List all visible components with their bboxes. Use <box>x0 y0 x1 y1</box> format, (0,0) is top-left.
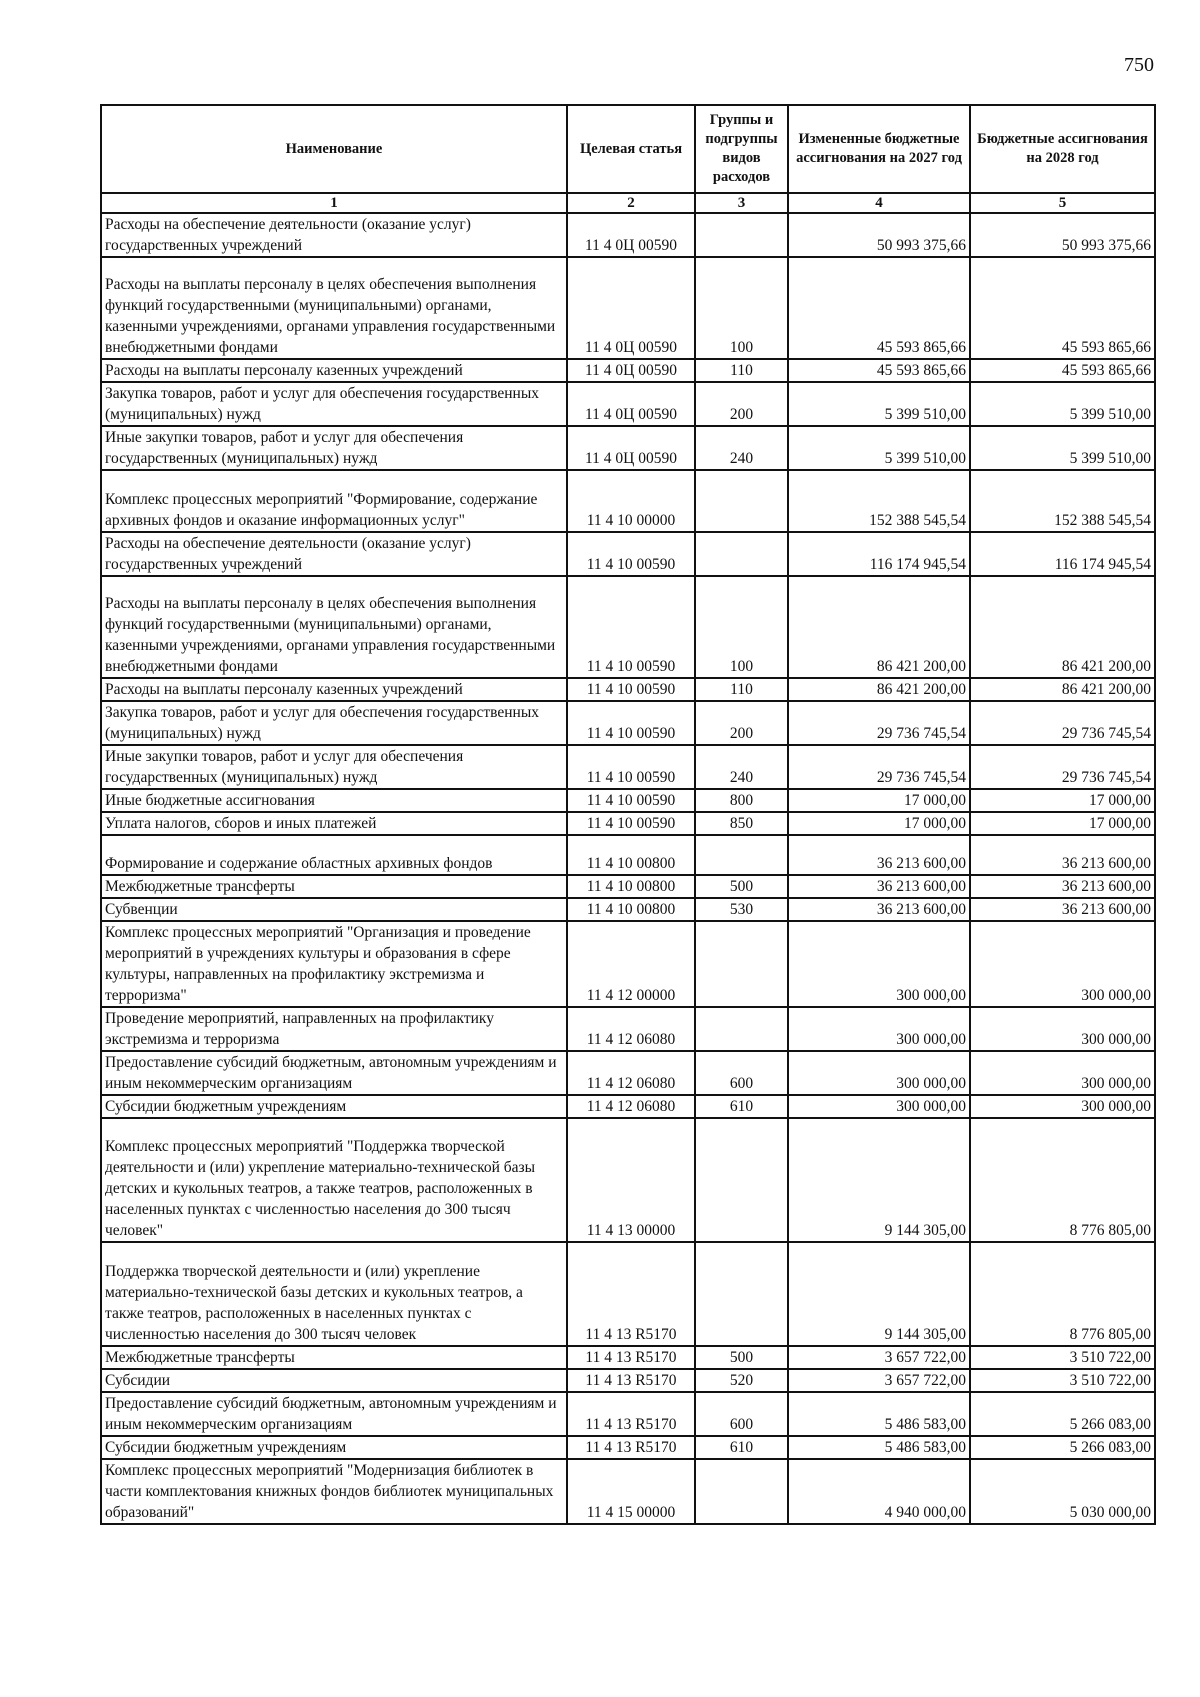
row-name: Предоставление субсидий бюджетным, автономным учреждениям и иным некоммерческим организациям <box>101 1392 567 1436</box>
table-row <box>101 213 1155 257</box>
row-name: Расходы на выплаты персоналу в целях обеспечения выполнения функций государственными (муниципальными) органами, казенными учреждениями, органами управления государственными внебюджетными фондами <box>101 257 567 359</box>
row-expense-group: 850 <box>695 812 788 835</box>
row-name: Комплекс процессных мероприятий "Модернизация библиотек в части комплектования книжных фондов библиотек муниципальных образований" <box>101 1459 567 1524</box>
row-target-code: 11 4 12 06080 <box>567 1007 695 1051</box>
row-target-code: 11 4 12 06080 <box>567 1051 695 1095</box>
row-target-code: 11 4 12 06080 <box>567 1095 695 1118</box>
table-row <box>101 1369 1155 1392</box>
row-target-code: 11 4 0Ц 00590 <box>567 213 695 257</box>
row-amount-2028: 50 993 375,66 <box>970 213 1155 257</box>
row-amount-2028: 45 593 865,66 <box>970 359 1155 382</box>
row-expense-group: 110 <box>695 359 788 382</box>
row-amount-2028: 5 266 083,00 <box>970 1436 1155 1459</box>
row-amount-2027: 116 174 945,54 <box>788 532 970 576</box>
row-name: Комплекс процессных мероприятий "Организация и проведение мероприятий в учреждениях культуры и образования в сфере культуры, направленных на профилактику экстремизма и терроризма" <box>101 921 567 1007</box>
row-amount-2028: 5 266 083,00 <box>970 1392 1155 1436</box>
column-number: 3 <box>695 193 788 213</box>
row-target-code: 11 4 10 00590 <box>567 532 695 576</box>
row-target-code: 11 4 10 00590 <box>567 576 695 678</box>
table-row <box>101 1346 1155 1369</box>
row-expense-group: 100 <box>695 576 788 678</box>
table-row <box>101 1051 1155 1095</box>
row-target-code: 11 4 15 00000 <box>567 1459 695 1524</box>
row-amount-2027: 86 421 200,00 <box>788 576 970 678</box>
table-row <box>101 835 1155 875</box>
table-row <box>101 789 1155 812</box>
header-2028: Бюджетные ассигнования на 2028 год <box>970 105 1155 193</box>
row-amount-2027: 5 486 583,00 <box>788 1436 970 1459</box>
row-amount-2028: 5 399 510,00 <box>970 426 1155 470</box>
row-expense-group: 610 <box>695 1436 788 1459</box>
row-expense-group: 600 <box>695 1392 788 1436</box>
row-expense-group: 200 <box>695 701 788 745</box>
row-name: Поддержка творческой деятельности и (или) укрепление материально-технической базы детских и кукольных театров, а также театров, расположенных в населенных пунктах с численностью населения до 300 тысяч человек <box>101 1242 567 1346</box>
row-expense-group: 520 <box>695 1369 788 1392</box>
row-amount-2028: 86 421 200,00 <box>970 576 1155 678</box>
row-expense-group <box>695 213 788 257</box>
row-name: Закупка товаров, работ и услуг для обеспечения государственных (муниципальных) нужд <box>101 701 567 745</box>
row-amount-2028: 36 213 600,00 <box>970 875 1155 898</box>
row-name: Расходы на обеспечение деятельности (оказание услуг) государственных учреждений <box>101 213 567 257</box>
column-number: 1 <box>101 193 567 213</box>
budget-table <box>100 104 1156 1525</box>
row-expense-group <box>695 532 788 576</box>
row-target-code: 11 4 13 R5170 <box>567 1436 695 1459</box>
row-name: Предоставление субсидий бюджетным, автономным учреждениям и иным некоммерческим организациям <box>101 1051 567 1095</box>
row-amount-2028: 116 174 945,54 <box>970 532 1155 576</box>
row-amount-2027: 36 213 600,00 <box>788 875 970 898</box>
row-expense-group: 500 <box>695 875 788 898</box>
header-name: Наименование <box>101 105 567 193</box>
table-row <box>101 921 1155 1007</box>
row-amount-2027: 50 993 375,66 <box>788 213 970 257</box>
row-target-code: 11 4 0Ц 00590 <box>567 359 695 382</box>
header-row <box>101 105 1155 193</box>
row-expense-group: 500 <box>695 1346 788 1369</box>
table-row <box>101 1392 1155 1436</box>
table-row <box>101 678 1155 701</box>
row-target-code: 11 4 13 R5170 <box>567 1392 695 1436</box>
row-target-code: 11 4 10 00800 <box>567 898 695 921</box>
row-amount-2027: 17 000,00 <box>788 812 970 835</box>
table-row <box>101 1095 1155 1118</box>
row-amount-2027: 45 593 865,66 <box>788 359 970 382</box>
row-amount-2028: 45 593 865,66 <box>970 257 1155 359</box>
row-amount-2028: 3 510 722,00 <box>970 1346 1155 1369</box>
row-expense-group: 800 <box>695 789 788 812</box>
row-target-code: 11 4 13 R5170 <box>567 1242 695 1346</box>
column-numbers-row <box>101 193 1155 213</box>
row-amount-2028: 17 000,00 <box>970 812 1155 835</box>
row-target-code: 11 4 13 R5170 <box>567 1346 695 1369</box>
row-amount-2027: 300 000,00 <box>788 1095 970 1118</box>
row-expense-group <box>695 921 788 1007</box>
table-row <box>101 532 1155 576</box>
table-row <box>101 701 1155 745</box>
row-amount-2027: 5 399 510,00 <box>788 382 970 426</box>
row-expense-group <box>695 1118 788 1242</box>
row-amount-2027: 86 421 200,00 <box>788 678 970 701</box>
header-groups: Группы и подгруппы видов расходов <box>695 105 788 193</box>
row-name: Расходы на выплаты персоналу казенных учреждений <box>101 678 567 701</box>
table-row <box>101 382 1155 426</box>
table-row <box>101 576 1155 678</box>
row-target-code: 11 4 10 00590 <box>567 812 695 835</box>
row-amount-2027: 3 657 722,00 <box>788 1369 970 1392</box>
row-amount-2028: 17 000,00 <box>970 789 1155 812</box>
row-target-code: 11 4 13 R5170 <box>567 1369 695 1392</box>
table-row <box>101 1436 1155 1459</box>
table-row <box>101 359 1155 382</box>
row-amount-2027: 4 940 000,00 <box>788 1459 970 1524</box>
table-body <box>101 213 1155 1524</box>
table-row <box>101 426 1155 470</box>
row-target-code: 11 4 0Ц 00590 <box>567 426 695 470</box>
row-amount-2027: 29 736 745,54 <box>788 701 970 745</box>
column-number: 4 <box>788 193 970 213</box>
row-amount-2027: 9 144 305,00 <box>788 1242 970 1346</box>
row-name: Закупка товаров, работ и услуг для обеспечения государственных (муниципальных) нужд <box>101 382 567 426</box>
row-amount-2027: 300 000,00 <box>788 1051 970 1095</box>
row-amount-2027: 5 399 510,00 <box>788 426 970 470</box>
row-amount-2028: 8 776 805,00 <box>970 1242 1155 1346</box>
row-name: Комплекс процессных мероприятий "Формирование, содержание архивных фондов и оказание информационных услуг" <box>101 470 567 532</box>
row-amount-2027: 17 000,00 <box>788 789 970 812</box>
row-amount-2028: 8 776 805,00 <box>970 1118 1155 1242</box>
table-row <box>101 875 1155 898</box>
row-expense-group <box>695 1242 788 1346</box>
page-number: 750 <box>1124 54 1154 76</box>
column-number: 5 <box>970 193 1155 213</box>
row-name: Комплекс процессных мероприятий "Поддержка творческой деятельности и (или) укрепление материально-технической базы детских и кукольных театров, а также театров, расположенных в населенных пунктах с численностью населения до 300 тысяч человек" <box>101 1118 567 1242</box>
row-amount-2027: 45 593 865,66 <box>788 257 970 359</box>
row-name: Субвенции <box>101 898 567 921</box>
table-row <box>101 898 1155 921</box>
row-expense-group <box>695 470 788 532</box>
row-expense-group <box>695 835 788 875</box>
column-number: 2 <box>567 193 695 213</box>
row-amount-2027: 9 144 305,00 <box>788 1118 970 1242</box>
row-amount-2027: 300 000,00 <box>788 921 970 1007</box>
row-amount-2027: 152 388 545,54 <box>788 470 970 532</box>
row-target-code: 11 4 10 00800 <box>567 875 695 898</box>
row-amount-2028: 152 388 545,54 <box>970 470 1155 532</box>
row-amount-2028: 300 000,00 <box>970 1095 1155 1118</box>
table-row <box>101 745 1155 789</box>
row-expense-group: 600 <box>695 1051 788 1095</box>
row-target-code: 11 4 0Ц 00590 <box>567 257 695 359</box>
table-row <box>101 1242 1155 1346</box>
row-name: Уплата налогов, сборов и иных платежей <box>101 812 567 835</box>
row-expense-group: 240 <box>695 745 788 789</box>
row-expense-group <box>695 1459 788 1524</box>
table-row <box>101 1459 1155 1524</box>
table-row <box>101 257 1155 359</box>
row-target-code: 11 4 10 00000 <box>567 470 695 532</box>
row-amount-2028: 36 213 600,00 <box>970 835 1155 875</box>
row-amount-2027: 36 213 600,00 <box>788 898 970 921</box>
row-name: Иные закупки товаров, работ и услуг для обеспечения государственных (муниципальных) нужд <box>101 426 567 470</box>
row-target-code: 11 4 10 00800 <box>567 835 695 875</box>
row-amount-2028: 300 000,00 <box>970 921 1155 1007</box>
row-name: Формирование и содержание областных архивных фондов <box>101 835 567 875</box>
row-name: Расходы на обеспечение деятельности (оказание услуг) государственных учреждений <box>101 532 567 576</box>
table-row <box>101 812 1155 835</box>
row-amount-2027: 3 657 722,00 <box>788 1346 970 1369</box>
row-amount-2028: 29 736 745,54 <box>970 745 1155 789</box>
row-name: Расходы на выплаты персоналу в целях обеспечения выполнения функций государственными (муниципальными) органами, казенными учреждениями, органами управления государственными внебюджетными фондами <box>101 576 567 678</box>
row-name: Проведение мероприятий, направленных на профилактику экстремизма и терроризма <box>101 1007 567 1051</box>
row-amount-2028: 5 030 000,00 <box>970 1459 1155 1524</box>
row-name: Субсидии бюджетным учреждениям <box>101 1436 567 1459</box>
table-row <box>101 1007 1155 1051</box>
row-amount-2027: 5 486 583,00 <box>788 1392 970 1436</box>
row-expense-group: 100 <box>695 257 788 359</box>
row-target-code: 11 4 0Ц 00590 <box>567 382 695 426</box>
row-name: Иные бюджетные ассигнования <box>101 789 567 812</box>
row-name: Межбюджетные трансферты <box>101 1346 567 1369</box>
row-expense-group: 610 <box>695 1095 788 1118</box>
row-expense-group: 110 <box>695 678 788 701</box>
row-amount-2027: 29 736 745,54 <box>788 745 970 789</box>
header-2027: Измененные бюджетные ассигнования на 2027 год <box>788 105 970 193</box>
row-name: Субсидии бюджетным учреждениям <box>101 1095 567 1118</box>
row-amount-2028: 5 399 510,00 <box>970 382 1155 426</box>
row-name: Расходы на выплаты персоналу казенных учреждений <box>101 359 567 382</box>
row-amount-2028: 300 000,00 <box>970 1051 1155 1095</box>
row-name: Межбюджетные трансферты <box>101 875 567 898</box>
row-amount-2028: 36 213 600,00 <box>970 898 1155 921</box>
row-expense-group <box>695 1007 788 1051</box>
row-amount-2028: 86 421 200,00 <box>970 678 1155 701</box>
row-target-code: 11 4 10 00590 <box>567 678 695 701</box>
row-target-code: 11 4 10 00590 <box>567 745 695 789</box>
row-amount-2028: 3 510 722,00 <box>970 1369 1155 1392</box>
row-amount-2027: 36 213 600,00 <box>788 835 970 875</box>
row-target-code: 11 4 13 00000 <box>567 1118 695 1242</box>
row-target-code: 11 4 10 00590 <box>567 789 695 812</box>
table-row <box>101 1118 1155 1242</box>
header-target: Целевая статья <box>567 105 695 193</box>
row-amount-2027: 300 000,00 <box>788 1007 970 1051</box>
row-target-code: 11 4 12 00000 <box>567 921 695 1007</box>
row-amount-2028: 300 000,00 <box>970 1007 1155 1051</box>
table-row <box>101 470 1155 532</box>
row-name: Иные закупки товаров, работ и услуг для обеспечения государственных (муниципальных) нужд <box>101 745 567 789</box>
row-expense-group: 200 <box>695 382 788 426</box>
row-expense-group: 530 <box>695 898 788 921</box>
row-name: Субсидии <box>101 1369 567 1392</box>
row-target-code: 11 4 10 00590 <box>567 701 695 745</box>
row-expense-group: 240 <box>695 426 788 470</box>
row-amount-2028: 29 736 745,54 <box>970 701 1155 745</box>
